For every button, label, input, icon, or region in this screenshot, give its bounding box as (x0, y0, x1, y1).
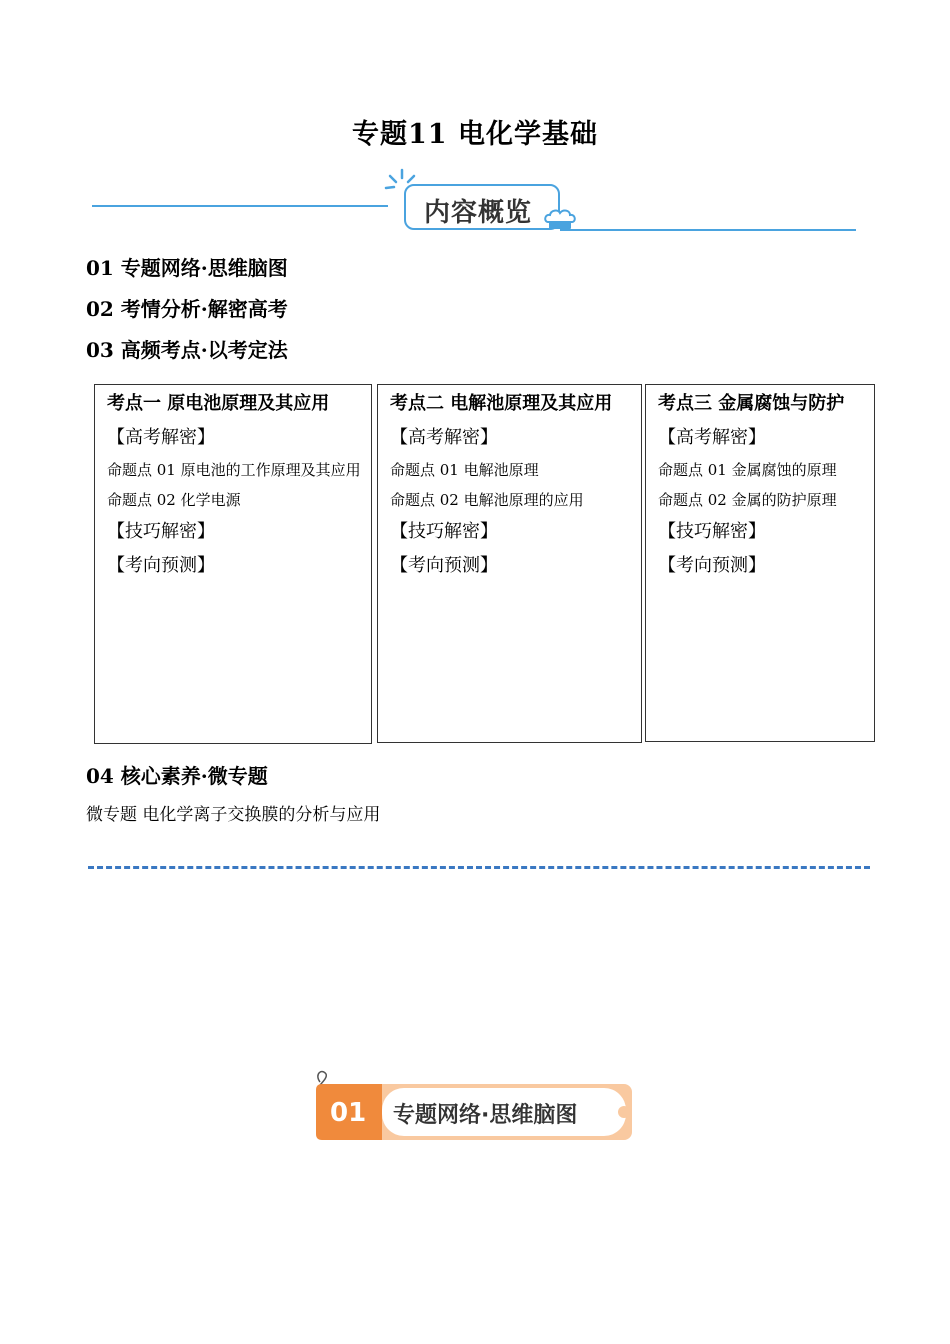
topic-point: 命题点 01 电解池原理 (390, 461, 539, 479)
topic-box-heading: 考点一 原电池原理及其应用 (107, 393, 330, 414)
dashed-divider (88, 866, 870, 869)
topic-box-heading: 考点三 金属腐蚀与防护 (658, 393, 845, 414)
topic-point: 命题点 01 金属腐蚀的原理 (658, 461, 837, 479)
section-heading-02: 02 考情分析·解密高考 (86, 297, 288, 321)
section-heading-03: 03 高频考点·以考定法 (86, 338, 288, 362)
gaokao-label: 【高考解密】 (658, 427, 766, 448)
topic-box-heading: 考点二 电解池原理及其应用 (390, 393, 613, 414)
chef-hat-icon (542, 208, 578, 232)
topic-point: 命题点 02 电解池原理的应用 (390, 491, 584, 509)
section-heading-04: 04 核心素养·微专题 (86, 764, 268, 788)
topic-box-3 (645, 384, 875, 742)
topic-point: 命题点 02 金属的防护原理 (658, 491, 837, 509)
section-badge-number: 01 (330, 1098, 367, 1128)
yuce-label: 【考向预测】 (658, 555, 766, 576)
jiqiao-label: 【技巧解密】 (390, 521, 498, 542)
yuce-label: 【考向预测】 (390, 555, 498, 576)
topic-point: 命题点 02 化学电源 (107, 491, 241, 509)
topic-box-1 (94, 384, 372, 744)
overview-label: 内容概览 (424, 198, 533, 228)
topic-box-2 (377, 384, 642, 743)
overview-line-left (92, 205, 388, 207)
micro-topic: 微专题 电化学离子交换膜的分析与应用 (86, 805, 381, 825)
gaokao-label: 【高考解密】 (107, 427, 215, 448)
section-badge-label: 专题网络·思维脑图 (393, 1103, 578, 1128)
page-title: 专题11 电化学基础 (352, 119, 598, 150)
section-heading-01: 01 专题网络·思维脑图 (86, 256, 288, 280)
jiqiao-label: 【技巧解密】 (107, 521, 215, 542)
jiqiao-label: 【技巧解密】 (658, 521, 766, 542)
overview-line-right (560, 229, 856, 231)
gaokao-label: 【高考解密】 (390, 427, 498, 448)
yuce-label: 【考向预测】 (107, 555, 215, 576)
topic-point: 命题点 01 原电池的工作原理及其应用 (107, 461, 361, 479)
